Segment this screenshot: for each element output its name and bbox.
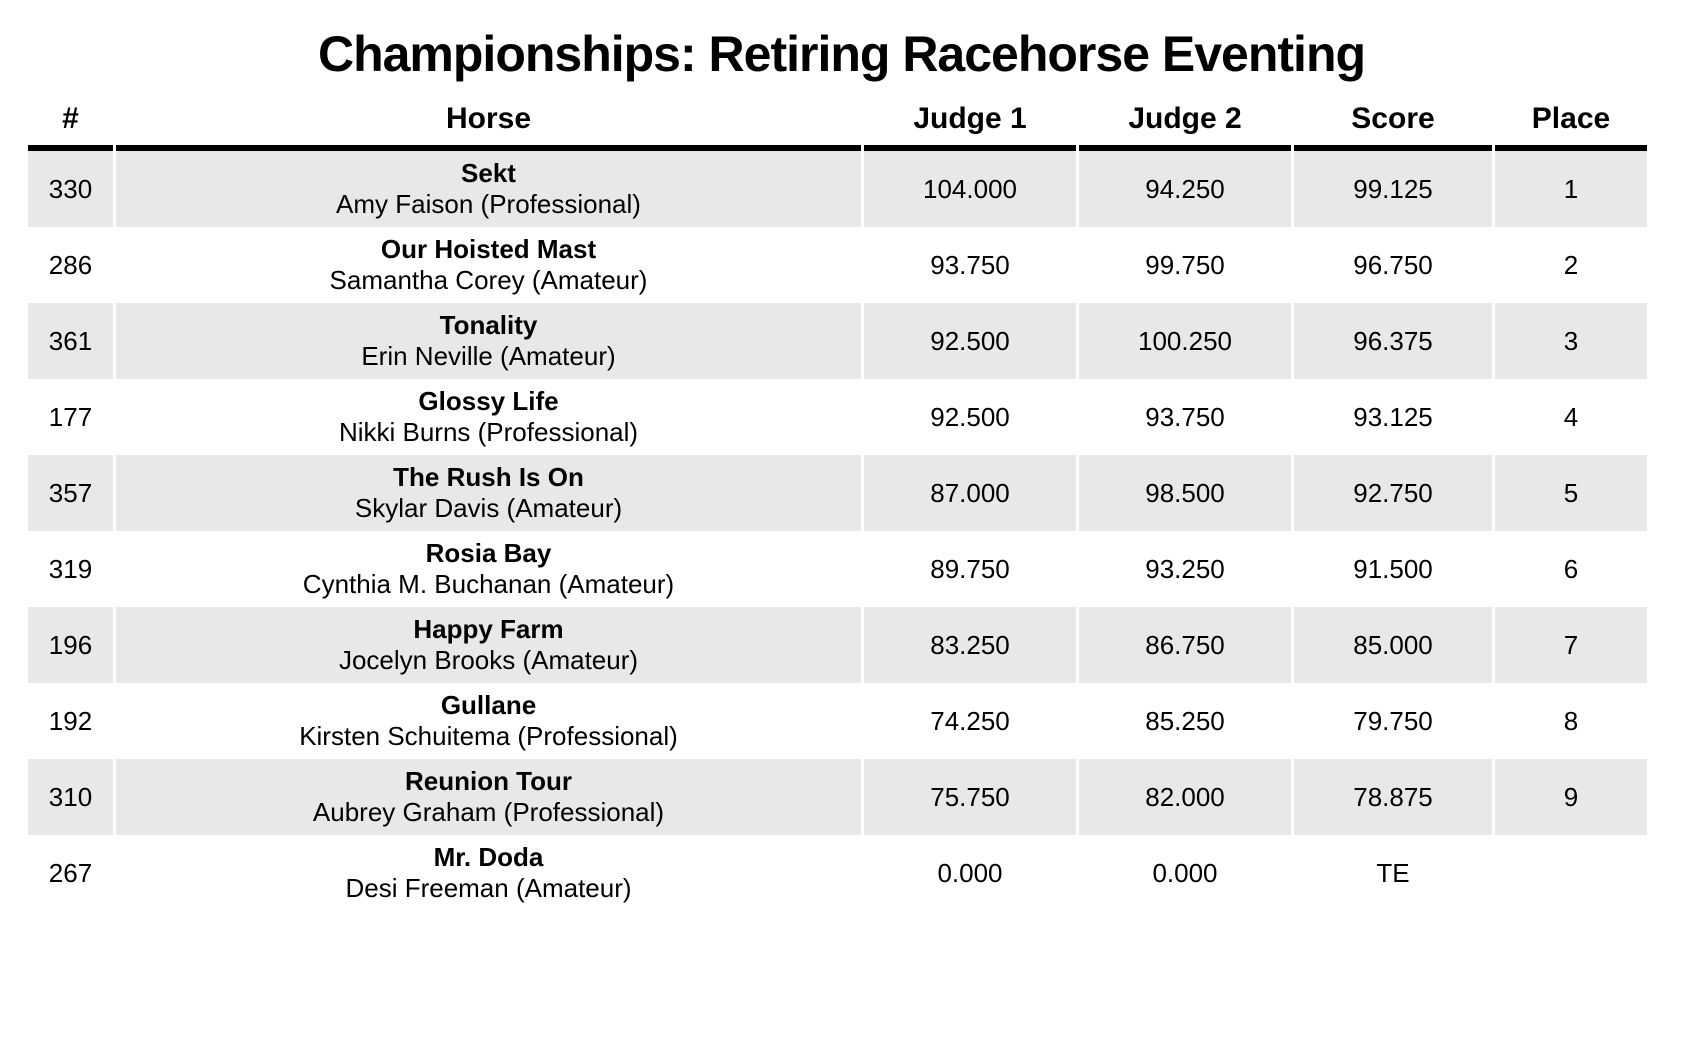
horse-name: Mr. Doda xyxy=(433,842,544,872)
column-header-number: # xyxy=(28,100,113,151)
cell-judge1: 104.000 xyxy=(864,151,1076,227)
cell-judge2: 94.250 xyxy=(1079,151,1291,227)
rider-name: Aubrey Graham (Professional) xyxy=(312,797,665,827)
cell-judge2: 86.750 xyxy=(1079,607,1291,683)
cell-place: 9 xyxy=(1495,759,1647,835)
cell-number: 192 xyxy=(28,683,113,759)
cell-score: 99.125 xyxy=(1294,151,1492,227)
cell-number: 319 xyxy=(28,531,113,607)
cell-score: 93.125 xyxy=(1294,379,1492,455)
column-header-judge2: Judge 2 xyxy=(1079,100,1291,151)
cell-judge2: 100.250 xyxy=(1079,303,1291,379)
rider-name: Nikki Burns (Professional) xyxy=(338,417,639,447)
cell-score: TE xyxy=(1294,835,1492,911)
cell-judge2: 85.250 xyxy=(1079,683,1291,759)
column-header-place: Place xyxy=(1495,100,1647,151)
cell-number: 177 xyxy=(28,379,113,455)
table-row xyxy=(28,835,1647,911)
cell-horse xyxy=(116,683,861,759)
cell-number: 286 xyxy=(28,227,113,303)
cell-judge2: 99.750 xyxy=(1079,227,1291,303)
table-row xyxy=(28,683,1647,759)
horse-name: Tonality xyxy=(439,310,538,340)
horse-name: Reunion Tour xyxy=(404,766,573,796)
cell-score: 79.750 xyxy=(1294,683,1492,759)
cell-score: 78.875 xyxy=(1294,759,1492,835)
column-header-horse: Horse xyxy=(116,100,861,151)
table-body xyxy=(28,151,1647,911)
table-row xyxy=(28,379,1647,455)
horse-name: Glossy Life xyxy=(418,386,559,416)
horse-name: Rosia Bay xyxy=(425,538,552,568)
cell-horse xyxy=(116,759,861,835)
cell-horse xyxy=(116,151,861,227)
cell-number: 196 xyxy=(28,607,113,683)
rider-name: Samantha Corey (Amateur) xyxy=(329,265,648,295)
cell-score: 96.375 xyxy=(1294,303,1492,379)
cell-judge2: 93.250 xyxy=(1079,531,1291,607)
cell-horse xyxy=(116,607,861,683)
header-row xyxy=(28,100,1647,151)
cell-horse xyxy=(116,455,861,531)
cell-horse xyxy=(116,227,861,303)
cell-horse xyxy=(116,303,861,379)
cell-number: 267 xyxy=(28,835,113,911)
rider-name: Erin Neville (Amateur) xyxy=(361,341,616,371)
cell-horse xyxy=(116,531,861,607)
horse-name: Happy Farm xyxy=(413,614,564,644)
cell-judge1: 89.750 xyxy=(864,531,1076,607)
horse-name: The Rush Is On xyxy=(393,462,584,492)
horse-name: Gullane xyxy=(440,690,537,720)
cell-number: 357 xyxy=(28,455,113,531)
cell-judge2: 0.000 xyxy=(1079,835,1291,911)
rider-name: Cynthia M. Buchanan (Amateur) xyxy=(302,569,675,599)
cell-score: 92.750 xyxy=(1294,455,1492,531)
table-row xyxy=(28,303,1647,379)
table-row xyxy=(28,227,1647,303)
table-row xyxy=(28,759,1647,835)
cell-number: 330 xyxy=(28,151,113,227)
cell-place: 7 xyxy=(1495,607,1647,683)
cell-score: 96.750 xyxy=(1294,227,1492,303)
rider-name: Desi Freeman (Amateur) xyxy=(345,873,632,903)
horse-name: Sekt xyxy=(461,158,516,188)
cell-judge1: 83.250 xyxy=(864,607,1076,683)
cell-judge1: 75.750 xyxy=(864,759,1076,835)
cell-place: 8 xyxy=(1495,683,1647,759)
cell-place: 5 xyxy=(1495,455,1647,531)
cell-place xyxy=(1495,835,1647,911)
cell-judge1: 74.250 xyxy=(864,683,1076,759)
table-row xyxy=(28,455,1647,531)
column-header-judge1: Judge 1 xyxy=(864,100,1076,151)
cell-horse xyxy=(116,379,861,455)
cell-number: 361 xyxy=(28,303,113,379)
page-title: Championships: Retiring Racehorse Eventing xyxy=(317,26,1366,82)
results-table xyxy=(25,100,1650,911)
cell-judge1: 0.000 xyxy=(864,835,1076,911)
cell-judge1: 93.750 xyxy=(864,227,1076,303)
cell-judge1: 92.500 xyxy=(864,379,1076,455)
cell-judge2: 98.500 xyxy=(1079,455,1291,531)
table-header xyxy=(28,100,1647,151)
cell-place: 2 xyxy=(1495,227,1647,303)
cell-number: 310 xyxy=(28,759,113,835)
rider-name: Jocelyn Brooks (Amateur) xyxy=(338,645,639,675)
cell-judge2: 93.750 xyxy=(1079,379,1291,455)
cell-place: 1 xyxy=(1495,151,1647,227)
cell-judge1: 87.000 xyxy=(864,455,1076,531)
table-row xyxy=(28,531,1647,607)
rider-name: Kirsten Schuitema (Professional) xyxy=(299,721,678,751)
column-header-score: Score xyxy=(1294,100,1492,151)
table-row xyxy=(28,607,1647,683)
cell-place: 6 xyxy=(1495,531,1647,607)
cell-judge2: 82.000 xyxy=(1079,759,1291,835)
cell-judge1: 92.500 xyxy=(864,303,1076,379)
rider-name: Amy Faison (Professional) xyxy=(336,189,641,219)
rider-name: Skylar Davis (Amateur) xyxy=(354,493,623,523)
cell-horse xyxy=(116,835,861,911)
cell-score: 85.000 xyxy=(1294,607,1492,683)
cell-place: 3 xyxy=(1495,303,1647,379)
horse-name: Our Hoisted Mast xyxy=(380,234,597,264)
cell-place: 4 xyxy=(1495,379,1647,455)
table-row xyxy=(28,151,1647,227)
cell-score: 91.500 xyxy=(1294,531,1492,607)
